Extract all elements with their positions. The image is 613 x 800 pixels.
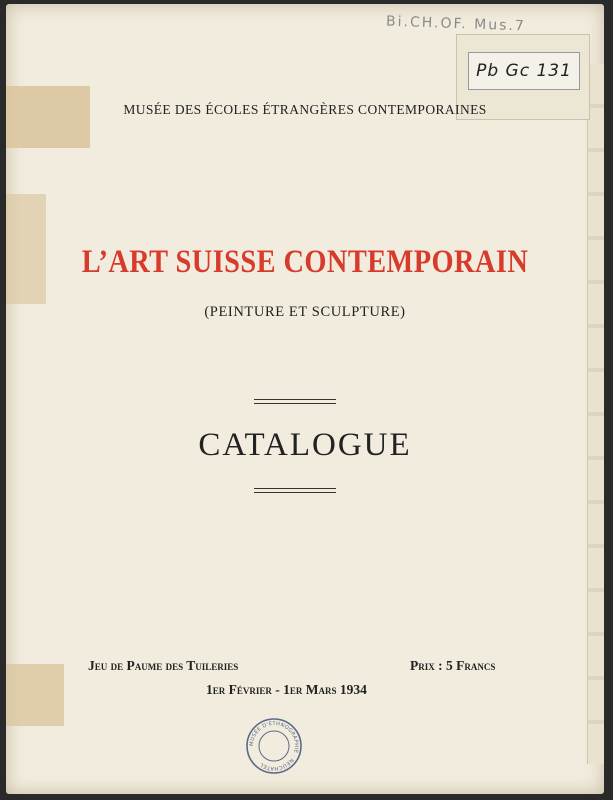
tape-strip xyxy=(6,194,46,304)
museum-heading: MUSÉE DES ÉCOLES ÉTRANGÈRES CONTEMPORAINES xyxy=(123,102,487,117)
dates-text: 1er Février - 1er Mars 1934 xyxy=(206,682,367,697)
page-title: L’ART SUISSE CONTEMPORAIN xyxy=(81,244,529,280)
shelfmark: Pb Gc 131 xyxy=(468,52,580,90)
divider-top xyxy=(254,399,336,404)
svg-text:MUSÉE D'ETHNOGRAPHIE · NEUCHAT xyxy=(249,721,299,771)
stamp-text: MUSÉE D'ETHNOGRAPHIE · NEUCHATEL xyxy=(248,720,300,772)
subtitle: (PEINTURE ET SCULPTURE) xyxy=(204,304,406,320)
page-edge xyxy=(587,64,604,764)
museum-stamp xyxy=(244,716,304,776)
divider-bottom xyxy=(254,488,336,493)
catalogue-cover xyxy=(6,4,604,794)
pencil-note: Bi.CH.OF. Mus.7 xyxy=(385,13,527,35)
price-text: Prix : 5 Francs xyxy=(410,658,496,673)
venue-text: Jeu de Paume des Tuileries xyxy=(88,658,239,673)
tape-strip xyxy=(6,664,64,726)
catalogue-heading: CATALOGUE xyxy=(198,427,412,463)
